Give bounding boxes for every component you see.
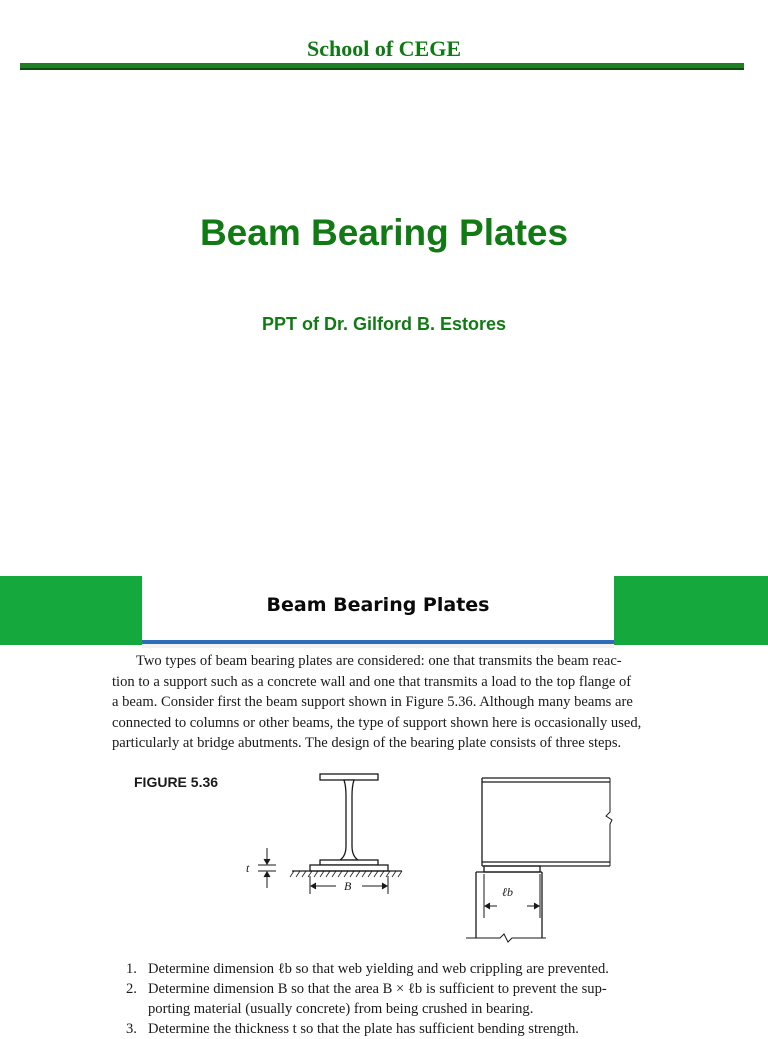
step-number: 3.	[126, 1021, 137, 1037]
step-item	[126, 1019, 666, 1039]
slide-title: Beam Bearing Plates	[199, 212, 569, 253]
step-text-continued: porting material (usually concrete) from being crushed in bearing.	[148, 1001, 534, 1017]
paragraph-line: tion to a support such as a concrete wall and one that transmits a load to the top flange of	[112, 673, 632, 690]
step-text: Determine dimension B so that the area B × ℓb is sufficient to prevent the sup-	[148, 981, 607, 997]
school-header: School of CEGE	[306, 36, 462, 61]
beam-section-view	[292, 774, 402, 871]
slide-subtitle: PPT of Dr. Gilford B. Estores	[261, 314, 507, 334]
left-green-block	[0, 576, 142, 645]
step-item	[126, 959, 666, 979]
ground-hatch	[290, 871, 402, 877]
cut-text-strip	[142, 644, 614, 648]
step-number: 1.	[126, 961, 137, 977]
step-text: Determine the thickness t so that the plate has sufficient bending strength.	[148, 1021, 579, 1037]
thickness-dimension	[258, 848, 276, 888]
content-slide	[0, 576, 768, 1037]
dim-t-label: t	[246, 861, 250, 875]
paragraph-line: connected to columns or other beams, the type of support shown here is occasionally used,	[112, 714, 642, 731]
step-item	[126, 979, 666, 1019]
intro-paragraph	[112, 651, 652, 754]
bearing-plate-figure	[240, 766, 620, 946]
figure-label: FIGURE 5.36	[134, 774, 219, 790]
title-banner	[142, 576, 614, 640]
dim-lb-label: ℓb	[502, 885, 513, 899]
header-rule	[20, 63, 744, 70]
banner-title: Beam Bearing Plates	[266, 594, 490, 616]
paragraph-line: particularly at bridge abutments. The design of the bearing plate consists of three steps.	[112, 735, 622, 751]
step-text: Determine dimension ℓb so that web yielding and web crippling are prevented.	[148, 961, 609, 977]
paragraph-line: Two types of beam bearing plates are considered: one that transmits the beam reac-	[136, 653, 622, 669]
dim-B-label: B	[344, 879, 352, 893]
right-green-block	[614, 576, 768, 645]
side-elevation-view	[466, 778, 612, 942]
steps-list	[126, 959, 666, 1039]
step-number: 2.	[126, 981, 137, 997]
paragraph-line: a beam. Consider first the beam support shown in Figure 5.36. Although many beams are	[112, 694, 633, 710]
